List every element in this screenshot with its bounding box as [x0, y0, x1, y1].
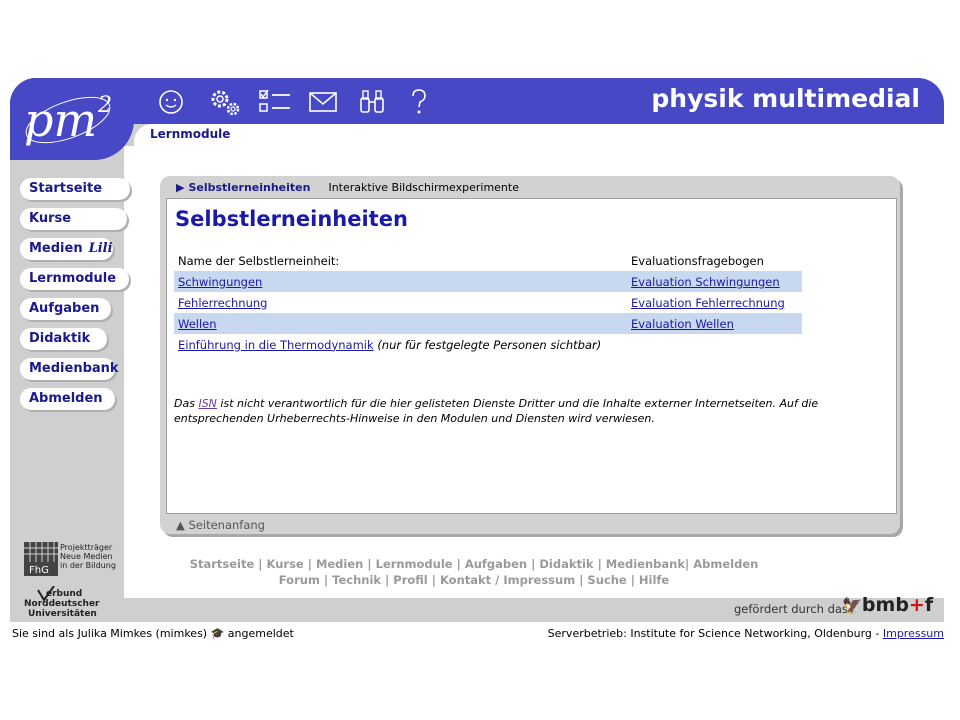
funding-text: gefördert durch das	[734, 602, 848, 616]
bmbf-part-a: bmb	[861, 594, 909, 616]
sidebar-item-label: Startseite	[29, 181, 103, 196]
gears-icon[interactable]	[208, 86, 258, 118]
footer-link-startseite[interactable]: Startseite	[189, 557, 255, 571]
column-header-eval: Evaluationsfragebogen	[631, 253, 764, 268]
impressum-link[interactable]: Impressum	[882, 627, 944, 640]
fhg-label: FhG	[29, 565, 49, 576]
login-status-post: angemeldet	[227, 627, 294, 640]
tab-label: Interaktive Bildschirmexperimente	[328, 181, 519, 194]
svg-text:in der Bildung: in der Bildung	[60, 561, 116, 570]
svg-text:erbund: erbund	[46, 589, 83, 599]
svg-text:Norddeutscher: Norddeutscher	[24, 599, 100, 609]
footer-nav-line2: Forum | Technik | Profil | Kontakt / Impressum | Suche | Hilfe	[278, 573, 670, 587]
footer-link-medien[interactable]: Medien	[315, 557, 364, 571]
bmbf-plus: +	[908, 594, 925, 616]
verbund-partner-logo[interactable]	[24, 586, 118, 618]
disclaimer-text	[174, 396, 886, 426]
footer-link-suche[interactable]: Suche	[587, 573, 627, 587]
footer-nav	[124, 556, 824, 588]
graduation-cap-icon: 🎓	[210, 627, 225, 640]
svg-text:Projektträger: Projektträger	[60, 543, 113, 552]
eagle-icon: 🦅	[842, 596, 862, 615]
evaluation-link[interactable]: Evaluation Schwingungen	[631, 274, 780, 289]
section-bar	[134, 124, 944, 146]
disclaimer-post: ist nicht verantwortlich für die hier gelisteten Dienste Dritter und die Inhalte externer Internetseiten. Auf die entsprechenden Urheberrechts-Hinweise in den Modulen und Diensten wird verwiesen.	[174, 397, 819, 425]
svg-text:Universitäten: Universitäten	[28, 609, 97, 618]
server-info	[548, 627, 944, 640]
sidebar-item-label: Medienbank	[29, 361, 119, 376]
tab-label: Selbstlerneinheiten	[188, 181, 311, 194]
unit-link[interactable]: Schwingungen	[178, 274, 263, 289]
footer-nav-line1: Startseite | Kurse | Medien | Lernmodule | Aufgaben | Didaktik | Medienbank| Abmelden	[189, 557, 759, 571]
restriction-note: (nur für festgelegte Personen sichtbar)	[377, 337, 602, 352]
table-row	[174, 271, 802, 292]
login-status-pre: Sie sind als Julika Mimkes (mimkes)	[12, 627, 208, 640]
footer-link-aufgaben[interactable]: Aufgaben	[464, 557, 528, 571]
binoculars-icon[interactable]	[358, 86, 408, 118]
back-to-top-label: Seitenanfang	[188, 518, 265, 532]
sidebar-item-didaktik[interactable]	[20, 328, 107, 350]
page-title: Selbstlerneinheiten	[175, 207, 408, 231]
back-to-top-link[interactable]	[176, 518, 265, 532]
sidebar-item-lernmodule[interactable]	[20, 268, 129, 290]
lili-logo: Lili	[88, 241, 113, 256]
footer-link-medienbank[interactable]: Medienbank	[605, 557, 686, 571]
table-header-row	[174, 250, 802, 271]
fhg-partner-logo[interactable]	[24, 542, 124, 576]
sidebar-item-label: Lernmodule	[29, 271, 117, 286]
bmbf-part-b: f	[924, 594, 934, 616]
sidebar-item-kurse[interactable]	[20, 208, 127, 230]
footer-link-didaktik[interactable]: Didaktik	[539, 557, 594, 571]
unit-link[interactable]: Fehlerrechnung	[178, 295, 268, 310]
tab-bar	[176, 181, 519, 194]
brand-title: physik multimedial	[651, 84, 920, 113]
tab-selbstlerneinheiten[interactable]	[176, 181, 310, 194]
play-arrow-icon: ▶	[176, 181, 185, 194]
smiley-icon[interactable]	[158, 86, 208, 118]
svg-text:Neue Medien: Neue Medien	[60, 552, 113, 561]
mail-icon[interactable]	[308, 86, 358, 118]
sidebar-item-medienbank[interactable]	[20, 358, 119, 380]
sidebar-nav	[20, 178, 132, 418]
unit-link[interactable]: Wellen	[178, 316, 217, 331]
units-table	[174, 250, 802, 355]
content-inner	[166, 198, 897, 514]
unit-link[interactable]: Einführung in die Thermodynamik	[178, 337, 374, 352]
sidebar-item-label: Didaktik	[29, 331, 91, 346]
section-label: Lernmodule	[150, 127, 231, 141]
evaluation-link[interactable]: Evaluation Fehlerrechnung	[631, 295, 785, 310]
logo-text: pm	[24, 93, 98, 147]
sidebar-item-startseite[interactable]	[20, 178, 130, 200]
evaluation-link[interactable]: Evaluation Wellen	[631, 316, 734, 331]
table-row	[174, 334, 802, 355]
table-row	[174, 313, 802, 334]
server-info-text: Serverbetrieb: Institute for Science Networking, Oldenburg -	[547, 627, 883, 640]
table-row	[174, 292, 802, 313]
footer-link-forum[interactable]: Forum	[278, 573, 320, 587]
footer-link-profil[interactable]: Profil	[393, 573, 428, 587]
sidebar-item-abmelden[interactable]	[20, 388, 115, 410]
tab-interaktive-bildschirmexperimente[interactable]	[328, 181, 519, 194]
svg-text:2: 2	[98, 93, 112, 118]
sidebar-item-label: Abmelden	[29, 391, 103, 406]
footer-link-kurse[interactable]: Kurse	[266, 557, 304, 571]
isn-link[interactable]: ISN	[198, 397, 217, 410]
sidebar-item-medien[interactable]	[20, 238, 113, 260]
help-icon[interactable]	[408, 86, 458, 118]
footer-link-hilfe[interactable]: Hilfe	[638, 573, 670, 587]
bmbf-logo[interactable]	[842, 594, 933, 616]
checklist-icon[interactable]	[258, 86, 308, 118]
login-status	[12, 627, 294, 640]
sidebar-item-label: Medien	[29, 241, 83, 256]
column-header-name: Name der Selbstlerneinheit:	[178, 253, 340, 268]
disclaimer-pre: Das	[174, 397, 199, 410]
footer-link-lernmodule[interactable]: Lernmodule	[375, 557, 453, 571]
sidebar-item-aufgaben[interactable]	[20, 298, 111, 320]
footer-link-abmelden[interactable]: Abmelden	[693, 557, 759, 571]
sidebar-item-label: Aufgaben	[29, 301, 100, 316]
sidebar-item-label: Kurse	[29, 211, 72, 226]
footer-link-kontakt[interactable]: Kontakt / Impressum	[439, 573, 576, 587]
triangle-up-icon: ▲	[176, 518, 189, 532]
pm2-logo[interactable]	[16, 80, 126, 156]
footer-link-technik[interactable]: Technik	[332, 573, 382, 587]
top-toolbar	[158, 86, 458, 118]
